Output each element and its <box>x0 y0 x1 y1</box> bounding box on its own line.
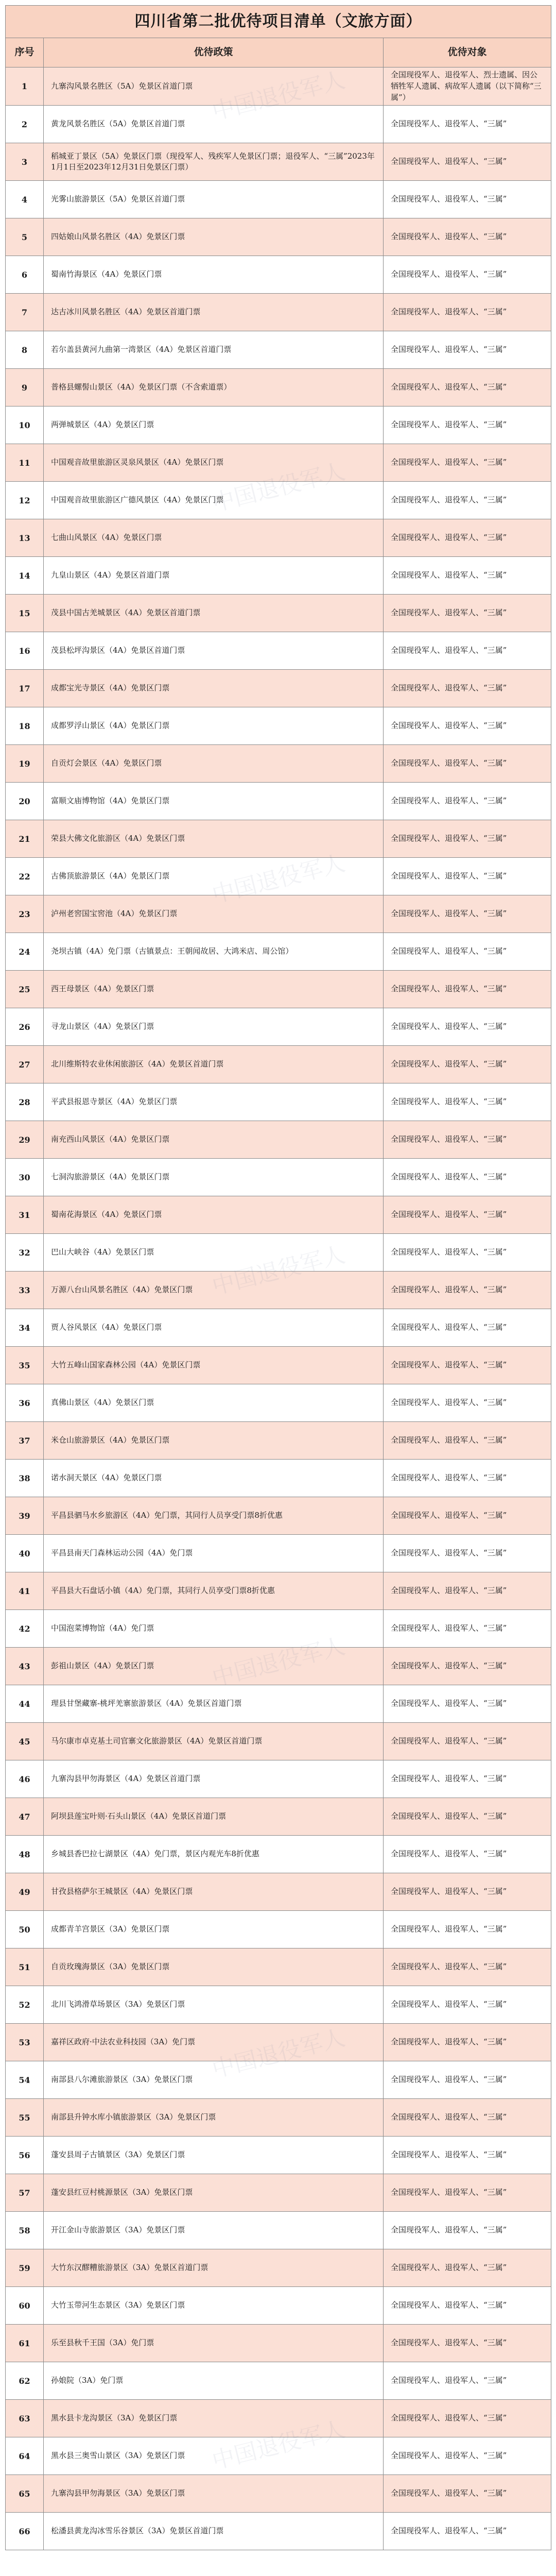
table-row <box>6 1121 551 1159</box>
table-row <box>6 1798 551 1836</box>
row-policy: 甘孜县格萨尔王城景区（4A）免景区门票 <box>44 1873 384 1911</box>
row-policy: 南部县八尔滩旅游景区（3A）免景区门票 <box>44 2061 384 2099</box>
row-policy: 大竹玉带河生态景区（3A）免景区门票 <box>44 2287 384 2325</box>
table-row <box>6 2174 551 2212</box>
row-target: 全国现役军人、退役军人、“三属” <box>384 143 551 181</box>
row-number: 60 <box>6 2287 44 2325</box>
row-target: 全国现役军人、退役军人、“三属” <box>384 482 551 519</box>
row-number: 17 <box>6 670 44 707</box>
table-row <box>6 820 551 858</box>
row-policy: 平昌县驷马水乡旅游区（4A）免门票，其同行人员享受门票8折优惠 <box>44 1497 384 1535</box>
table-row <box>6 707 551 745</box>
row-policy: 贾人谷风景区（4A）免景区门票 <box>44 1309 384 1347</box>
row-number: 24 <box>6 933 44 971</box>
row-policy: 诺水洞天景区（4A）免景区门票 <box>44 1460 384 1497</box>
table-row <box>6 1347 551 1384</box>
row-number: 12 <box>6 482 44 519</box>
table-row <box>6 2362 551 2400</box>
row-target: 全国现役军人、退役军人、“三属” <box>384 519 551 557</box>
row-target: 全国现役军人、退役军人、“三属” <box>384 2437 551 2475</box>
table-row <box>6 2099 551 2137</box>
table-row <box>6 2249 551 2287</box>
row-target: 全国现役军人、退役军人、“三属” <box>384 707 551 745</box>
priority-table <box>5 5 551 2550</box>
table-row <box>6 406 551 444</box>
table-row <box>6 632 551 670</box>
row-policy: 中国泡菜博物馆（4A）免门票 <box>44 1610 384 1648</box>
row-number: 11 <box>6 444 44 482</box>
table-row <box>6 1723 551 1760</box>
row-number: 15 <box>6 595 44 632</box>
row-policy: 寻龙山景区（4A）免景区门票 <box>44 1008 384 1046</box>
title-row <box>6 6 551 38</box>
row-policy: 光雾山旅游景区（5A）免景区首道门票 <box>44 181 384 218</box>
row-number: 61 <box>6 2325 44 2362</box>
row-policy: 两弹城景区（4A）免景区门票 <box>44 406 384 444</box>
row-target: 全国现役军人、退役军人、“三属” <box>384 256 551 294</box>
row-number: 43 <box>6 1648 44 1685</box>
row-policy: 蓬安县周子古镇景区（3A）免景区门票 <box>44 2137 384 2174</box>
table-row <box>6 1873 551 1911</box>
row-number: 14 <box>6 557 44 595</box>
row-policy: 乐至县秋千王国（3A）免门票 <box>44 2325 384 2362</box>
row-target: 全国现役军人、退役军人、“三属” <box>384 1535 551 1572</box>
row-policy: 九寨沟县甲勿海景区（3A）免景区门票 <box>44 2475 384 2513</box>
table-row <box>6 1648 551 1685</box>
table-row <box>6 1272 551 1309</box>
row-number: 28 <box>6 1083 44 1121</box>
row-target: 全国现役军人、退役军人、“三属” <box>384 2400 551 2437</box>
row-target: 全国现役军人、退役军人、“三属” <box>384 2325 551 2362</box>
table-row <box>6 2061 551 2099</box>
row-policy: 大竹东汉醪糟旅游景区（3A）免景区首道门票 <box>44 2249 384 2287</box>
row-number: 63 <box>6 2400 44 2437</box>
table-row <box>6 181 551 218</box>
row-number: 30 <box>6 1159 44 1196</box>
row-number: 31 <box>6 1196 44 1234</box>
row-target: 全国现役军人、退役军人、“三属” <box>384 2475 551 2513</box>
table-row <box>6 557 551 595</box>
table-row <box>6 143 551 181</box>
table-row <box>6 1384 551 1422</box>
row-target: 全国现役军人、退役军人、“三属” <box>384 294 551 331</box>
table-row <box>6 1836 551 1873</box>
table-row <box>6 1948 551 1986</box>
row-policy: 黄龙风景名胜区（5A）免景区首道门票 <box>44 106 384 143</box>
table-row <box>6 1234 551 1272</box>
table-row <box>6 1083 551 1121</box>
row-number: 3 <box>6 143 44 181</box>
table-row <box>6 2287 551 2325</box>
row-policy: 万源八台山风景名胜区（4A）免景区门票 <box>44 1272 384 1309</box>
row-number: 49 <box>6 1873 44 1911</box>
row-target: 全国现役军人、退役军人、“三属” <box>384 1911 551 1948</box>
row-number: 1 <box>6 67 44 106</box>
row-policy: 古佛顶旅游景区（4A）免景区门票 <box>44 858 384 895</box>
row-policy: 彭祖山景区（4A）免景区门票 <box>44 1648 384 1685</box>
row-number: 66 <box>6 2513 44 2550</box>
header-policy: 优待政策 <box>44 38 384 67</box>
row-policy: 成都罗浮山景区（4A）免景区门票 <box>44 707 384 745</box>
row-policy: 成都青羊宫景区（3A）免景区门票 <box>44 1911 384 1948</box>
row-target: 全国现役军人、退役军人、“三属” <box>384 745 551 783</box>
row-number: 7 <box>6 294 44 331</box>
row-number: 59 <box>6 2249 44 2287</box>
row-number: 48 <box>6 1836 44 1873</box>
row-target: 全国现役军人、退役军人、“三属” <box>384 1723 551 1760</box>
row-policy: 九皇山景区（4A）免景区首道门票 <box>44 557 384 595</box>
row-target: 全国现役军人、退役军人、“三属” <box>384 1572 551 1610</box>
table-row <box>6 971 551 1008</box>
row-target: 全国现役军人、退役军人、“三属” <box>384 406 551 444</box>
row-target: 全国现役军人、退役军人、“三属” <box>384 858 551 895</box>
table-row <box>6 1685 551 1723</box>
row-number: 27 <box>6 1046 44 1083</box>
table-row <box>6 369 551 406</box>
row-target: 全国现役军人、退役军人、“三属” <box>384 1347 551 1384</box>
row-policy: 茂县松坪沟景区（4A）免景区首道门票 <box>44 632 384 670</box>
row-target: 全国现役军人、退役军人、“三属” <box>384 1648 551 1685</box>
row-policy: 黑水县卡龙沟景区（3A）免景区门票 <box>44 2400 384 2437</box>
row-policy: 巴山大峡谷（4A）免景区门票 <box>44 1234 384 1272</box>
table-row <box>6 1911 551 1948</box>
row-target: 全国现役军人、退役军人、“三属” <box>384 2099 551 2137</box>
table-row <box>6 2325 551 2362</box>
row-policy: 大竹五峰山国家森林公园（4A）免景区门票 <box>44 1347 384 1384</box>
row-target: 全国现役军人、退役军人、“三属” <box>384 2024 551 2061</box>
row-number: 39 <box>6 1497 44 1535</box>
row-policy: 平昌县大石盘话小镇（4A）免门票，其同行人员享受门票8折优惠 <box>44 1572 384 1610</box>
row-policy: 若尔盖县黄河九曲第一湾景区（4A）免景区首道门票 <box>44 331 384 369</box>
row-number: 42 <box>6 1610 44 1648</box>
row-policy: 蜀南竹海景区（4A）免景区门票 <box>44 256 384 294</box>
row-number: 45 <box>6 1723 44 1760</box>
page-title: 四川省第二批优待项目清单（文旅方面） <box>6 6 551 38</box>
row-number: 25 <box>6 971 44 1008</box>
row-target: 全国现役军人、退役军人、烈士遗属、因公牺牲军人遗属、病故军人遗属（以下简称“三属”） <box>384 67 551 106</box>
table-row <box>6 670 551 707</box>
row-number: 55 <box>6 2099 44 2137</box>
row-policy: 嘉祥区政府·中法农业科技园（3A）免门票 <box>44 2024 384 2061</box>
table-row <box>6 1422 551 1460</box>
row-policy: 荣县大佛文化旅游区（4A）免景区门票 <box>44 820 384 858</box>
row-number: 53 <box>6 2024 44 2061</box>
row-target: 全国现役军人、退役军人、“三属” <box>384 557 551 595</box>
row-target: 全国现役军人、退役军人、“三属” <box>384 1159 551 1196</box>
row-policy: 尧坝古镇（4A）免门票（古镇景点：王朝闻故居、大鸿米店、周公馆） <box>44 933 384 971</box>
row-number: 8 <box>6 331 44 369</box>
row-target: 全国现役军人、退役军人、“三属” <box>384 369 551 406</box>
row-policy: 普格县螺髻山景区（4A）免景区门票（不含索道票） <box>44 369 384 406</box>
row-policy: 泸州老窖国宝窖池（4A）免景区门票 <box>44 895 384 933</box>
table-row <box>6 2024 551 2061</box>
table-body <box>6 67 551 2550</box>
table-row <box>6 2212 551 2249</box>
row-target: 全国现役军人、退役军人、“三属” <box>384 2137 551 2174</box>
row-policy: 蓬安县红豆村桃源景区（3A）免景区门票 <box>44 2174 384 2212</box>
row-target: 全国现役军人、退役军人、“三属” <box>384 820 551 858</box>
row-target: 全国现役军人、退役军人、“三属” <box>384 1121 551 1159</box>
row-number: 40 <box>6 1535 44 1572</box>
row-target: 全国现役军人、退役军人、“三属” <box>384 1873 551 1911</box>
row-number: 35 <box>6 1347 44 1384</box>
header-row <box>6 38 551 67</box>
row-policy: 孙娘院（3A）免门票 <box>44 2362 384 2400</box>
row-target: 全国现役军人、退役军人、“三属” <box>384 1384 551 1422</box>
row-number: 20 <box>6 783 44 820</box>
header-target: 优待对象 <box>384 38 551 67</box>
row-target: 全国现役军人、退役军人、“三属” <box>384 1497 551 1535</box>
row-policy: 开江金山寺旅游景区（3A）免景区门票 <box>44 2212 384 2249</box>
row-policy: 七洞沟旅游景区（4A）免景区门票 <box>44 1159 384 1196</box>
row-policy: 茂县中国古羌城景区（4A）免景区首道门票 <box>44 595 384 632</box>
row-target: 全国现役军人、退役军人、“三属” <box>384 218 551 256</box>
row-target: 全国现役军人、退役军人、“三属” <box>384 1798 551 1836</box>
row-number: 26 <box>6 1008 44 1046</box>
row-target: 全国现役军人、退役军人、“三属” <box>384 2061 551 2099</box>
row-target: 全国现役军人、退役军人、“三属” <box>384 444 551 482</box>
row-number: 65 <box>6 2475 44 2513</box>
row-target: 全国现役军人、退役军人、“三属” <box>384 632 551 670</box>
row-number: 38 <box>6 1460 44 1497</box>
row-policy: 马尔康市卓克基土司官寨文化旅游景区（4A）免景区首道门票 <box>44 1723 384 1760</box>
table-row <box>6 1760 551 1798</box>
row-number: 16 <box>6 632 44 670</box>
table-row <box>6 1046 551 1083</box>
table-row <box>6 331 551 369</box>
table-row <box>6 1610 551 1648</box>
row-target: 全国现役军人、退役军人、“三属” <box>384 1083 551 1121</box>
row-target: 全国现役军人、退役军人、“三属” <box>384 331 551 369</box>
row-policy: 七曲山风景区（4A）免景区门票 <box>44 519 384 557</box>
row-number: 34 <box>6 1309 44 1347</box>
row-policy: 南部县升钟水库小镇旅游景区（3A）免景区门票 <box>44 2099 384 2137</box>
row-number: 47 <box>6 1798 44 1836</box>
row-policy: 自贡灯会景区（4A）免景区门票 <box>44 745 384 783</box>
row-target: 全国现役军人、退役军人、“三属” <box>384 1460 551 1497</box>
table-row <box>6 67 551 106</box>
row-policy: 九寨沟风景名胜区（5A）免景区首道门票 <box>44 67 384 106</box>
row-policy: 理县甘堡藏寨-桃坪羌寨旅游景区（4A）免景区首道门票 <box>44 1685 384 1723</box>
row-number: 10 <box>6 406 44 444</box>
row-number: 5 <box>6 218 44 256</box>
row-target: 全国现役军人、退役军人、“三属” <box>384 2249 551 2287</box>
row-target: 全国现役军人、退役军人、“三属” <box>384 783 551 820</box>
table-row <box>6 2400 551 2437</box>
table-row <box>6 1572 551 1610</box>
table-row <box>6 218 551 256</box>
row-target: 全国现役军人、退役军人、“三属” <box>384 1948 551 1986</box>
row-policy: 四姑娘山风景名胜区（4A）免景区门票 <box>44 218 384 256</box>
table-row <box>6 745 551 783</box>
row-policy: 蜀南花海景区（4A）免景区门票 <box>44 1196 384 1234</box>
row-number: 22 <box>6 858 44 895</box>
row-policy: 富顺文庙博物馆（4A）免景区门票 <box>44 783 384 820</box>
row-target: 全国现役军人、退役军人、“三属” <box>384 1836 551 1873</box>
row-target: 全国现役军人、退役军人、“三属” <box>384 181 551 218</box>
table-row <box>6 1008 551 1046</box>
row-policy: 平昌县南天门森林运动公园（4A）免门票 <box>44 1535 384 1572</box>
row-number: 64 <box>6 2437 44 2475</box>
row-target: 全国现役军人、退役军人、“三属” <box>384 1046 551 1083</box>
row-number: 33 <box>6 1272 44 1309</box>
row-policy: 松潘县黄龙沟冰雪乐谷景区（3A）免景区首道门票 <box>44 2513 384 2550</box>
row-number: 50 <box>6 1911 44 1948</box>
row-target: 全国现役军人、退役军人、“三属” <box>384 971 551 1008</box>
row-target: 全国现役军人、退役军人、“三属” <box>384 933 551 971</box>
row-policy: 南充西山风景区（4A）免景区门票 <box>44 1121 384 1159</box>
row-policy: 平武县报恩寺景区（4A）免景区门票 <box>44 1083 384 1121</box>
row-policy: 成都宝光寺景区（4A）免景区门票 <box>44 670 384 707</box>
table-row <box>6 1309 551 1347</box>
row-target: 全国现役军人、退役军人、“三属” <box>384 2174 551 2212</box>
header-no: 序号 <box>6 38 44 67</box>
row-policy: 自贡玫瑰海景区（3A）免景区门票 <box>44 1948 384 1986</box>
row-target: 全国现役军人、退役军人、“三属” <box>384 1422 551 1460</box>
row-number: 56 <box>6 2137 44 2174</box>
row-target: 全国现役军人、退役军人、“三属” <box>384 2513 551 2550</box>
row-target: 全国现役军人、退役军人、“三属” <box>384 1234 551 1272</box>
row-number: 46 <box>6 1760 44 1798</box>
row-policy: 乡城县香巴拉七湖景区（4A）免门票，景区内观光车8折优惠 <box>44 1836 384 1873</box>
table-row <box>6 2513 551 2550</box>
table-row <box>6 1986 551 2024</box>
table-row <box>6 106 551 143</box>
row-number: 2 <box>6 106 44 143</box>
row-number: 18 <box>6 707 44 745</box>
row-target: 全国现役军人、退役军人、“三属” <box>384 2362 551 2400</box>
table-row <box>6 1159 551 1196</box>
row-policy: 稻城亚丁景区（5A）免景区门票（现役军人、残疾军人免景区门票；退役军人、“三属”2023年1月1日至2023年12月31日免景区门票） <box>44 143 384 181</box>
table-row <box>6 1196 551 1234</box>
row-target: 全国现役军人、退役军人、“三属” <box>384 1986 551 2024</box>
table-row <box>6 444 551 482</box>
table-row <box>6 1497 551 1535</box>
table-row <box>6 519 551 557</box>
row-number: 41 <box>6 1572 44 1610</box>
row-target: 全国现役军人、退役军人、“三属” <box>384 2287 551 2325</box>
row-policy: 西王母景区（4A）免景区门票 <box>44 971 384 1008</box>
row-target: 全国现役军人、退役军人、“三属” <box>384 670 551 707</box>
row-number: 54 <box>6 2061 44 2099</box>
table-row <box>6 2437 551 2475</box>
row-number: 51 <box>6 1948 44 1986</box>
row-target: 全国现役军人、退役军人、“三属” <box>384 1196 551 1234</box>
row-target: 全国现役军人、退役军人、“三属” <box>384 1760 551 1798</box>
row-target: 全国现役军人、退役军人、“三属” <box>384 1685 551 1723</box>
row-number: 36 <box>6 1384 44 1422</box>
row-policy: 达古冰川风景名胜区（4A）免景区首道门票 <box>44 294 384 331</box>
row-number: 9 <box>6 369 44 406</box>
table-row <box>6 2475 551 2513</box>
row-policy: 中国观音故里旅游区灵泉风景区（4A）免景区门票 <box>44 444 384 482</box>
table-row <box>6 1535 551 1572</box>
row-target: 全国现役军人、退役军人、“三属” <box>384 1610 551 1648</box>
table-row <box>6 783 551 820</box>
row-number: 44 <box>6 1685 44 1723</box>
row-policy: 九寨沟县甲勿海景区（4A）免景区首道门票 <box>44 1760 384 1798</box>
row-target: 全国现役军人、退役军人、“三属” <box>384 595 551 632</box>
row-policy: 中国观音故里旅游区广德风景区（4A）免景区门票 <box>44 482 384 519</box>
row-target: 全国现役军人、退役军人、“三属” <box>384 895 551 933</box>
priority-list-sheet <box>5 5 551 2550</box>
row-policy: 真佛山景区（4A）免景区门票 <box>44 1384 384 1422</box>
table-row <box>6 294 551 331</box>
table-row <box>6 482 551 519</box>
table-row <box>6 595 551 632</box>
row-target: 全国现役军人、退役军人、“三属” <box>384 106 551 143</box>
row-number: 37 <box>6 1422 44 1460</box>
row-number: 21 <box>6 820 44 858</box>
row-number: 58 <box>6 2212 44 2249</box>
row-number: 52 <box>6 1986 44 2024</box>
table-row <box>6 256 551 294</box>
row-number: 23 <box>6 895 44 933</box>
table-row <box>6 1460 551 1497</box>
row-policy: 北川维斯特农业休闲旅游区（4A）免景区首道门票 <box>44 1046 384 1083</box>
row-number: 62 <box>6 2362 44 2400</box>
row-policy: 黑水县三奥雪山景区（3A）免景区门票 <box>44 2437 384 2475</box>
row-target: 全国现役军人、退役军人、“三属” <box>384 1008 551 1046</box>
row-target: 全国现役军人、退役军人、“三属” <box>384 2212 551 2249</box>
table-row <box>6 895 551 933</box>
row-policy: 阿坝县莲宝叶则·石头山景区（4A）免景区首道门票 <box>44 1798 384 1836</box>
table-row <box>6 2137 551 2174</box>
table-row <box>6 933 551 971</box>
row-number: 13 <box>6 519 44 557</box>
row-number: 4 <box>6 181 44 218</box>
row-policy: 北川飞鸿滑草场景区（3A）免景区门票 <box>44 1986 384 2024</box>
row-number: 29 <box>6 1121 44 1159</box>
row-number: 57 <box>6 2174 44 2212</box>
row-target: 全国现役军人、退役军人、“三属” <box>384 1272 551 1309</box>
table-row <box>6 858 551 895</box>
row-number: 19 <box>6 745 44 783</box>
row-policy: 米仓山旅游景区（4A）免景区门票 <box>44 1422 384 1460</box>
row-target: 全国现役军人、退役军人、“三属” <box>384 1309 551 1347</box>
row-number: 6 <box>6 256 44 294</box>
row-number: 32 <box>6 1234 44 1272</box>
